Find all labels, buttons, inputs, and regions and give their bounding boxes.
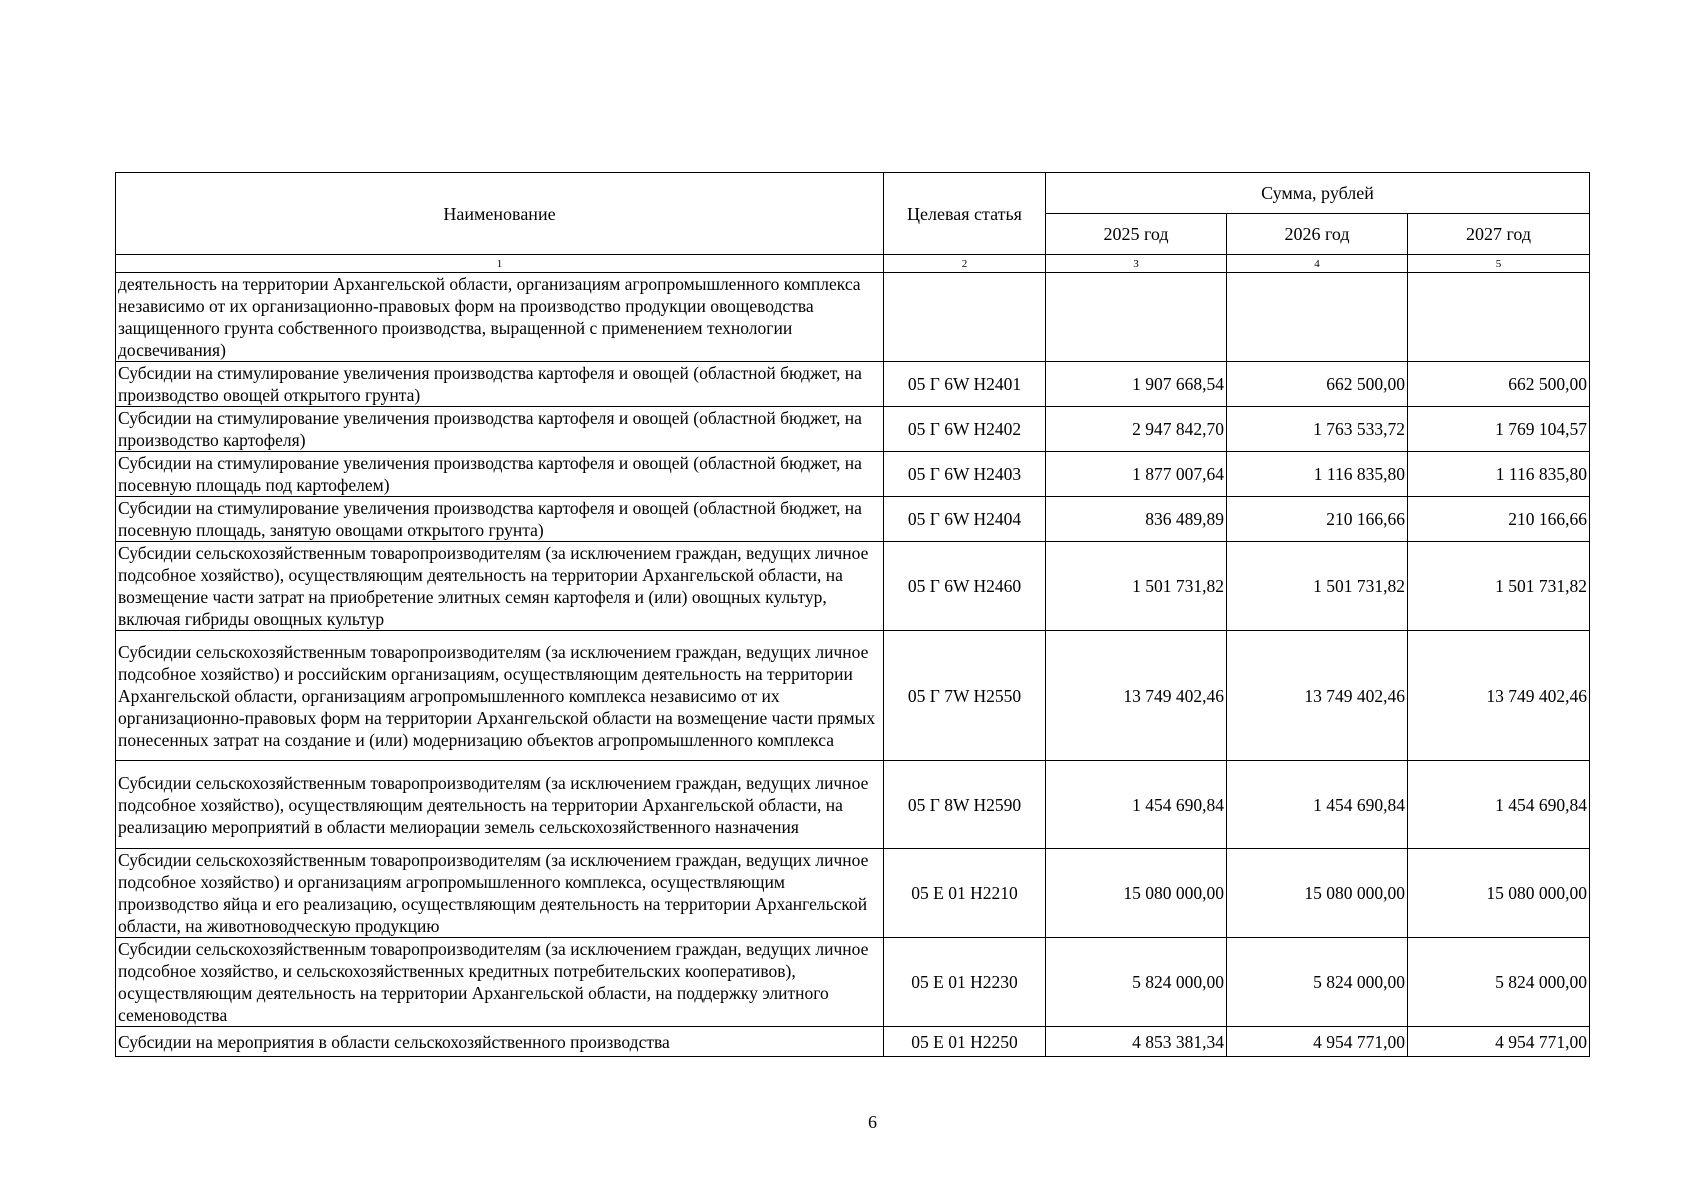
row-name-cell: Субсидии сельскохозяйственным товаропроизводителям (за исключением граждан, ведущих личное подсобное хозяйство, и сельскохозяйственных кредитных потребительских кооперативов), осуществляющим деятельность на территории Архангельской области, на поддержку элитного семеноводства [116, 938, 884, 1027]
row-name-cell: Субсидии на стимулирование увеличения производства картофеля и овощей (областной бюджет, на посевную площадь, занятую овощами открытого грунта) [116, 497, 884, 542]
row-sum-2025-cell: 2 947 842,70 [1046, 407, 1227, 452]
table-row [116, 452, 1590, 497]
row-sum-2026-cell: 1 763 533,72 [1227, 407, 1408, 452]
table-row [116, 362, 1590, 407]
row-name-cell: Субсидии на стимулирование увеличения производства картофеля и овощей (областной бюджет, на производство картофеля) [116, 407, 884, 452]
row-code-cell: 05 Г 6W Н2401 [884, 362, 1046, 407]
column-number: 5 [1408, 255, 1590, 273]
table-body [116, 255, 1590, 1057]
row-sum-2025-cell: 1 907 668,54 [1046, 362, 1227, 407]
row-sum-2025-cell [1046, 273, 1227, 362]
row-sum-2027-cell: 1 116 835,80 [1408, 452, 1590, 497]
row-sum-2027-cell [1408, 273, 1590, 362]
page-number: 6 [868, 1112, 877, 1132]
column-number: 2 [884, 255, 1046, 273]
table-row [116, 631, 1590, 761]
row-sum-2027-cell: 1 769 104,57 [1408, 407, 1590, 452]
row-name-cell: деятельность на территории Архангельской области, организациям агропромышленного комплекса независимо от их организационно-правовых форм на производство продукции овощеводства защищенного грунта собственного производства, выращенной с применением технологии досвечивания) [116, 273, 884, 362]
column-number: 4 [1227, 255, 1408, 273]
header-row-1 [116, 173, 1590, 214]
row-sum-2026-cell: 4 954 771,00 [1227, 1027, 1408, 1057]
table-row [116, 761, 1590, 849]
row-code-cell: 05 Г 6W Н2404 [884, 497, 1046, 542]
row-sum-2025-cell: 1 877 007,64 [1046, 452, 1227, 497]
row-code-cell: 05 Г 6W Н2403 [884, 452, 1046, 497]
row-sum-2027-cell: 1 501 731,82 [1408, 542, 1590, 631]
header-name: Наименование [116, 173, 884, 255]
header-year-2025: 2025 год [1046, 214, 1227, 255]
row-sum-2026-cell: 210 166,66 [1227, 497, 1408, 542]
row-name-cell: Субсидии на стимулирование увеличения производства картофеля и овощей (областной бюджет, на посевную площадь под картофелем) [116, 452, 884, 497]
column-number: 1 [116, 255, 884, 273]
row-sum-2027-cell: 15 080 000,00 [1408, 849, 1590, 938]
budget-table [115, 172, 1590, 1057]
row-sum-2026-cell: 15 080 000,00 [1227, 849, 1408, 938]
row-name-cell: Субсидии сельскохозяйственным товаропроизводителям (за исключением граждан, ведущих личное подсобное хозяйство) и организациям агропромышленного комплекса, осуществляющим производство яйца и его реализацию, осуществляющим деятельность на территории Архангельской области, на животноводческую продукцию [116, 849, 884, 938]
row-sum-2026-cell: 1 454 690,84 [1227, 761, 1408, 849]
row-code-cell [884, 273, 1046, 362]
column-number: 3 [1046, 255, 1227, 273]
row-sum-2026-cell [1227, 273, 1408, 362]
row-code-cell: 05 Е 01 Н2210 [884, 849, 1046, 938]
table-row [116, 849, 1590, 938]
row-sum-2025-cell: 5 824 000,00 [1046, 938, 1227, 1027]
row-code-cell: 05 Г 6W Н2402 [884, 407, 1046, 452]
row-sum-2026-cell: 5 824 000,00 [1227, 938, 1408, 1027]
row-name-cell: Субсидии на стимулирование увеличения производства картофеля и овощей (областной бюджет, на производство овощей открытого грунта) [116, 362, 884, 407]
row-sum-2025-cell: 15 080 000,00 [1046, 849, 1227, 938]
row-sum-2027-cell: 662 500,00 [1408, 362, 1590, 407]
row-code-cell: 05 Г 6W Н2460 [884, 542, 1046, 631]
table-header [116, 173, 1590, 255]
row-code-cell: 05 Е 01 Н2230 [884, 938, 1046, 1027]
row-sum-2027-cell: 1 454 690,84 [1408, 761, 1590, 849]
row-sum-2025-cell: 1 454 690,84 [1046, 761, 1227, 849]
row-code-cell: 05 Е 01 Н2250 [884, 1027, 1046, 1057]
row-sum-2026-cell: 1 116 835,80 [1227, 452, 1408, 497]
column-number-row [116, 255, 1590, 273]
row-sum-2026-cell: 1 501 731,82 [1227, 542, 1408, 631]
table-row [116, 542, 1590, 631]
row-sum-2027-cell: 5 824 000,00 [1408, 938, 1590, 1027]
row-sum-2027-cell: 4 954 771,00 [1408, 1027, 1590, 1057]
row-sum-2025-cell: 4 853 381,34 [1046, 1027, 1227, 1057]
table-row [116, 407, 1590, 452]
row-code-cell: 05 Г 8W Н2590 [884, 761, 1046, 849]
row-sum-2025-cell: 13 749 402,46 [1046, 631, 1227, 761]
header-year-2027: 2027 год [1408, 214, 1590, 255]
table-row [116, 938, 1590, 1027]
header-code: Целевая статья [884, 173, 1046, 255]
table-row [116, 273, 1590, 362]
row-sum-2026-cell: 662 500,00 [1227, 362, 1408, 407]
row-sum-2027-cell: 13 749 402,46 [1408, 631, 1590, 761]
row-name-cell: Субсидии сельскохозяйственным товаропроизводителям (за исключением граждан, ведущих личное подсобное хозяйство), осуществляющим деятельность на территории Архангельской области, на возмещение части затрат на приобретение элитных семян картофеля и (или) овощных культур, включая гибриды овощных культур [116, 542, 884, 631]
row-name-cell: Субсидии сельскохозяйственным товаропроизводителям (за исключением граждан, ведущих личное подсобное хозяйство) и российским организациям, осуществляющим деятельность на территории Архангельской области, организациям агропромышленного комплекса независимо от их организационно-правовых форм на территории Архангельской области на возмещение части прямых понесенных затрат на создание и (или) модернизацию объектов агропромышленного комплекса [116, 631, 884, 761]
row-name-cell: Субсидии сельскохозяйственным товаропроизводителям (за исключением граждан, ведущих личное подсобное хозяйство), осуществляющим деятельность на территории Архангельской области, на реализацию мероприятий в области мелиорации земель сельскохозяйственного назначения [116, 761, 884, 849]
row-sum-2025-cell: 836 489,89 [1046, 497, 1227, 542]
row-sum-2027-cell: 210 166,66 [1408, 497, 1590, 542]
row-sum-2026-cell: 13 749 402,46 [1227, 631, 1408, 761]
header-year-2026: 2026 год [1227, 214, 1408, 255]
table-row [116, 497, 1590, 542]
row-name-cell: Субсидии на мероприятия в области сельскохозяйственного производства [116, 1027, 884, 1057]
header-sum-group: Сумма, рублей [1046, 173, 1590, 214]
row-code-cell: 05 Г 7W Н2550 [884, 631, 1046, 761]
row-sum-2025-cell: 1 501 731,82 [1046, 542, 1227, 631]
table-row [116, 1027, 1590, 1057]
